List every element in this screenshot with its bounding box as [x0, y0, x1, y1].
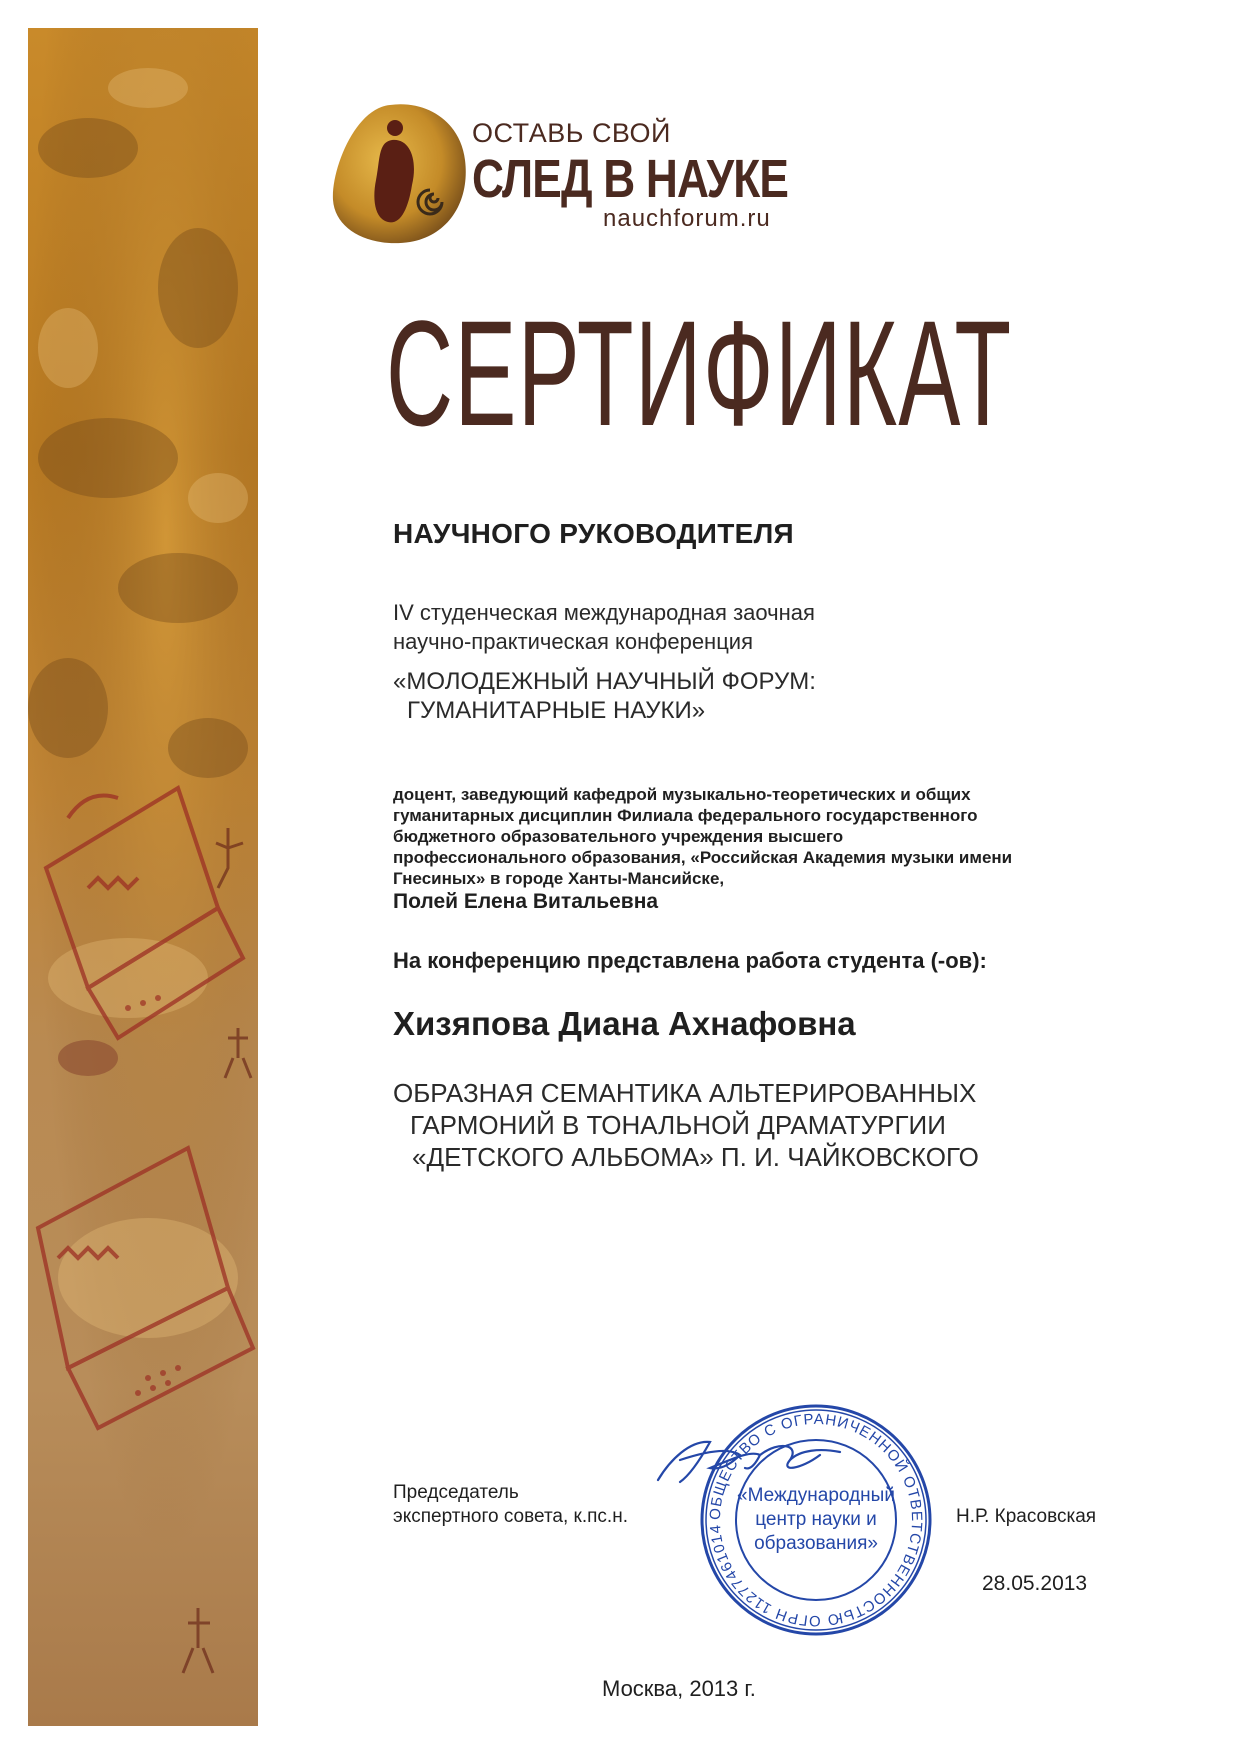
conference-name-2: ГУМАНИТАРНЫЕ НАУКИ»	[407, 697, 706, 724]
work-title-line: ОБРАЗНАЯ СЕМАНТИКА АЛЬТЕРИРОВАННЫХ	[393, 1078, 977, 1108]
stamp-center-line: центр науки и	[755, 1509, 877, 1530]
footprint-stone-icon	[330, 100, 480, 250]
chair-name: Н.Р. Красовская	[956, 1506, 1097, 1527]
submitted-label: На конференцию представлена работа студента (-ов):	[393, 948, 987, 973]
supervisor-name: Полей Елена Витальевна	[393, 890, 659, 913]
certificate-city-year: Москва, 2013 г.	[602, 1676, 756, 1701]
work-title-line: ГАРМОНИЙ В ТОНАЛЬНОЙ ДРАМАТУРГИИ	[410, 1110, 946, 1140]
chair-title-line-1: Председатель	[393, 1482, 519, 1503]
stamp-center-line: образования»	[754, 1533, 878, 1554]
logo-slogan-main: СЛЕД В НАУКЕ	[472, 149, 789, 209]
rock-art-background	[28, 28, 258, 1726]
logo-slogan-top: ОСТАВЬ СВОЙ	[472, 118, 671, 148]
stamp-center-line: «Международный	[737, 1485, 895, 1506]
stamp-ring-text: ОБЩЕСТВО С ОГРАНИЧЕННОЙ ОТВЕТСТВЕННОСТЬЮ ОГРН 11277461014	[706, 1410, 926, 1630]
work-title-line: «ДЕТСКОГО АЛЬБОМА» П. И. ЧАЙКОВСКОГО	[412, 1142, 979, 1172]
certificate-title: СЕРТИФИКАТ	[386, 289, 1013, 457]
supervisor-position-line: доцент, заведующий кафедрой музыкально-теоретических и общих	[393, 785, 971, 804]
conference-name-1: «МОЛОДЕЖНЫЙ НАУЧНЫЙ ФОРУМ:	[393, 668, 816, 695]
logo-website: nauchforum.ru	[603, 205, 771, 232]
conference-line-2: научно-практическая конференция	[393, 629, 754, 654]
supervisor-position	[393, 784, 1012, 889]
chair-title-line-2: экспертного совета, к.пс.н.	[393, 1506, 628, 1527]
student-name: Хизяпова Диана Ахнафовна	[393, 1005, 856, 1042]
certificate-role: НАУЧНОГО РУКОВОДИТЕЛЯ	[393, 518, 794, 549]
signature	[650, 1420, 850, 1510]
conference-line-1: IV студенческая международная заочная	[393, 600, 815, 625]
supervisor-position-line: гуманитарных дисциплин Филиала федерального государственного	[393, 806, 978, 825]
supervisor-position-line: бюджетного образовательного учреждения высшего	[393, 827, 844, 846]
supervisor-position-line: Гнесиных» в городе Ханты-Мансийске,	[393, 869, 725, 888]
certificate-date: 28.05.2013	[982, 1572, 1088, 1595]
decorative-strip	[28, 28, 258, 1726]
nauchforum-logo	[330, 100, 800, 260]
supervisor-position-line: профессионального образования, «Российская Академия музыки имени	[393, 848, 1013, 867]
